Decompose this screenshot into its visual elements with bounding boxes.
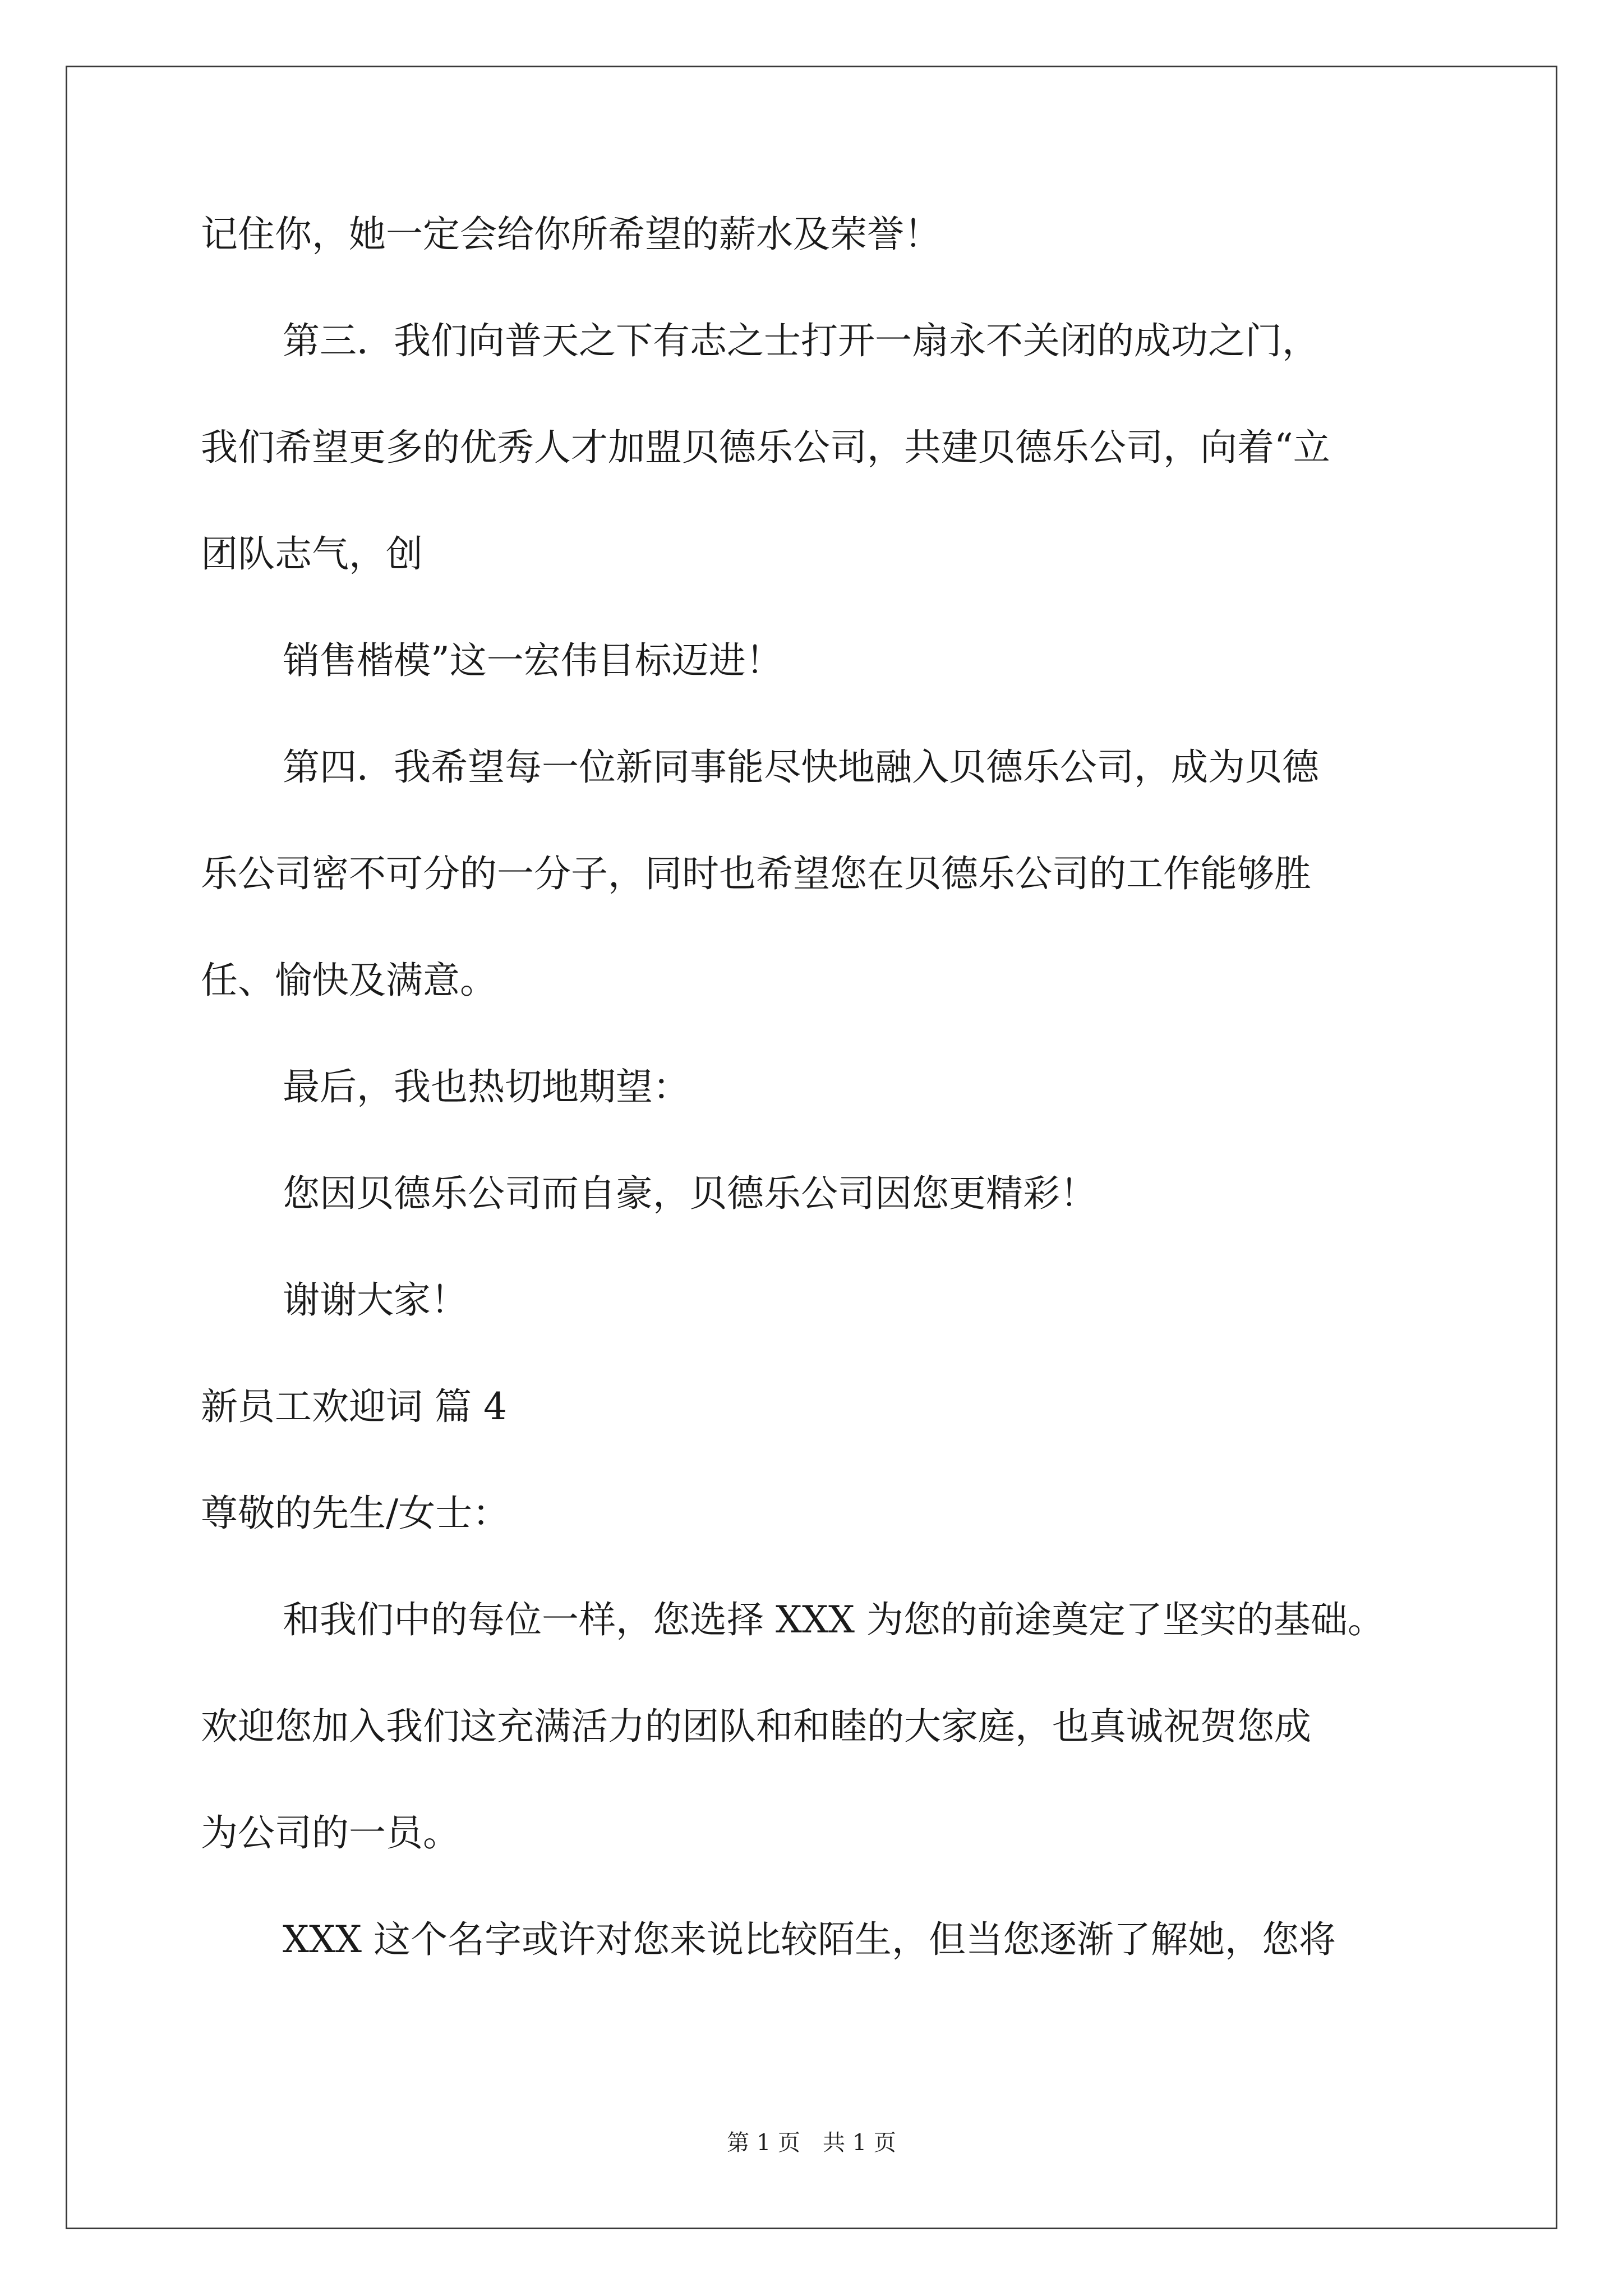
text-line: XXX 这个名字或许对您来说比较陌生，但当您逐渐了解她，您将 [283,1918,1336,1961]
page-footer: 第 1 页 共 1 页 [727,2130,896,2156]
text-line: 销售楷模”这一宏伟目标迈进！ [283,639,783,682]
text-line: 任、愉快及满意。 [201,959,497,1002]
text-line: 记住你，她一定会给你所希望的薪水及荣誉！ [201,213,941,256]
text-line: 我们希望更多的优秀人才加盟贝德乐公司，共建贝德乐公司，向着“立 [201,426,1330,469]
text-line: 为公司的一员。 [201,1811,460,1855]
text-line: 团队志气，创 [201,532,423,576]
section-heading: 新员工欢迎词 篇 4 [201,1385,507,1428]
text-line: 谢谢大家！ [283,1278,468,1322]
document-body [201,208,1435,2019]
text-line: 欢迎您加入我们这充满活力的团队和和睦的大家庭，也真诚祝贺您成 [201,1705,1311,1748]
salutation: 尊敬的先生/女士： [201,1492,510,1535]
text-line: 第四．我希望每一位新同事能尽快地融入贝德乐公司，成为贝德 [283,746,1319,789]
text-line: 您因贝德乐公司而自豪，贝德乐公司因您更精彩！ [283,1172,1097,1215]
text-line: 乐公司密不可分的一分子，同时也希望您在贝德乐公司的工作能够胜 [201,852,1311,895]
text-line: 第三．我们向普天之下有志之士打开一扇永不关闭的成功之门， [283,319,1319,362]
text-line: 和我们中的每位一样，您选择 XXX 为您的前途奠定了坚实的基础。 [283,1598,1385,1641]
text-line: 最后，我也热切地期望： [283,1065,690,1108]
